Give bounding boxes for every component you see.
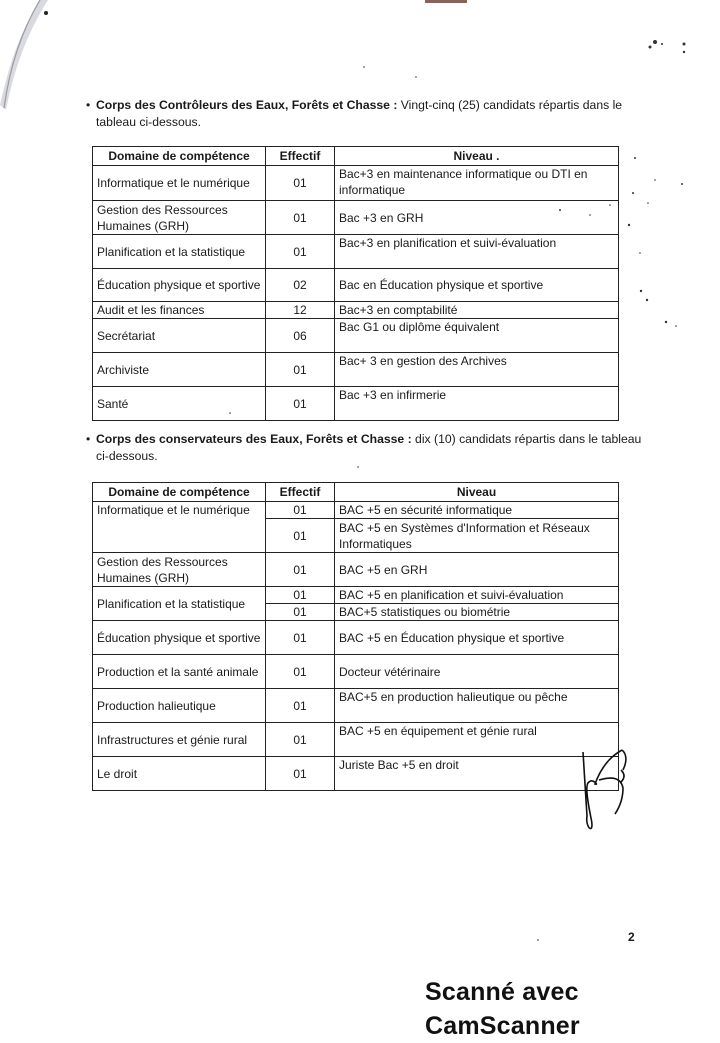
cell-domaine: Gestion des Ressources Humaines (GRH) [93,201,266,235]
cell-effectif: 01 [266,655,335,689]
cell-niveau: BAC+5 en production halieutique ou pêche [335,689,619,723]
header-effectif: Effectif [266,147,335,166]
cell-niveau: Bac en Éducation physique et sportive [335,269,619,302]
table-header-row [93,483,619,502]
cell-domaine: Gestion des Ressources Humaines (GRH) [93,553,266,587]
cell-niveau: Bac+3 en planification et suivi-évaluation [335,235,619,269]
cell-effectif: 01 [266,502,335,519]
cell-niveau: Docteur vétérinaire [335,655,619,689]
page-number: 2 [628,930,635,944]
table-row [93,553,619,587]
cell-effectif: 01 [266,723,335,757]
cell-niveau: BAC +5 en Systèmes d'Information et Réseaux Informatiques [335,519,619,553]
table-row [93,587,619,604]
cell-niveau: Bac G1 ou diplôme équivalent [335,319,619,353]
bullet-icon: • [86,432,91,446]
table-row [93,302,619,319]
section-conservateurs [86,431,642,465]
table-row [93,166,619,201]
cell-effectif: 01 [266,353,335,387]
cell-domaine: Planification et la statistique [93,235,266,269]
table-conservateurs [92,482,619,791]
table-row [93,723,619,757]
cell-niveau: BAC +5 en équipement et génie rural [335,723,619,757]
cell-domaine: Production halieutique [93,689,266,723]
cell-niveau: Bac+ 3 en gestion des Archives [335,353,619,387]
cell-domaine: Planification et la statistique [93,587,266,621]
section-description: dix (10) candidats répartis dans le tableau ci-dessous. [96,432,642,463]
cell-niveau: Bac +3 en infirmerie [335,387,619,421]
section-title: Corps des conservateurs des Eaux, Forêts et Chasse : [96,432,412,446]
table-row [93,502,619,519]
cell-niveau: BAC +5 en Éducation physique et sportive [335,621,619,655]
page-curl-shadow [0,0,60,110]
cell-effectif: 01 [266,235,335,269]
cell-domaine: Santé [93,387,266,421]
table-header-row [93,147,619,166]
handwritten-signature [575,748,635,838]
cell-effectif: 01 [266,201,335,235]
bullet-icon: • [86,98,91,112]
cell-domaine: Audit et les finances [93,302,266,319]
cell-effectif: 01 [266,604,335,621]
header-domaine: Domaine de compétence [93,483,266,502]
cell-effectif: 01 [266,587,335,604]
cell-niveau: BAC+5 statistiques ou biométrie [335,604,619,621]
cell-domaine: Éducation physique et sportive [93,269,266,302]
table-row [93,319,619,353]
cell-effectif: 01 [266,553,335,587]
cell-effectif: 01 [266,519,335,553]
cell-niveau: Bac +3 en GRH [335,201,619,235]
table-row [93,201,619,235]
table-row [93,621,619,655]
table-row [93,387,619,421]
header-domaine: Domaine de compétence [93,147,266,166]
cell-niveau: Juriste Bac +5 en droit [335,757,619,791]
table-row [93,689,619,723]
header-niveau: Niveau [335,483,619,502]
table-row [93,269,619,302]
section-controleurs [86,97,642,131]
cell-domaine: Éducation physique et sportive [93,621,266,655]
cell-niveau: BAC +5 en GRH [335,553,619,587]
cell-effectif: 01 [266,689,335,723]
cell-domaine: Le droit [93,757,266,791]
cell-domaine: Infrastructures et génie rural [93,723,266,757]
header-niveau: Niveau . [335,147,619,166]
cell-niveau: BAC +5 en sécurité informatique [335,502,619,519]
cell-niveau: BAC +5 en planification et suivi-évaluation [335,587,619,604]
table-row [93,655,619,689]
camscanner-watermark: Scanné avec CamScanner [425,978,580,1040]
cell-domaine: Informatique et le numérique [93,502,266,553]
header-effectif: Effectif [266,483,335,502]
cell-effectif: 01 [266,387,335,421]
cell-effectif: 01 [266,757,335,791]
top-edge-mark [425,0,467,3]
cell-domaine: Secrétariat [93,319,266,353]
cell-domaine: Informatique et le numérique [93,166,266,201]
cell-domaine: Archiviste [93,353,266,387]
cell-effectif: 02 [266,269,335,302]
cell-niveau: Bac+3 en comptabilité [335,302,619,319]
cell-niveau: Bac+3 en maintenance informatique ou DTI en informatique [335,166,619,201]
cell-domaine: Production et la santé animale [93,655,266,689]
cell-effectif: 06 [266,319,335,353]
cell-effectif: 01 [266,166,335,201]
table-row [93,757,619,791]
table-controleurs [92,146,619,421]
section-description: Vingt-cinq (25) candidats répartis dans le tableau ci-dessous. [96,98,623,129]
section-title: Corps des Contrôleurs des Eaux, Forêts et Chasse : [96,98,398,112]
cell-effectif: 12 [266,302,335,319]
table-row [93,235,619,269]
table-row [93,353,619,387]
cell-effectif: 01 [266,621,335,655]
